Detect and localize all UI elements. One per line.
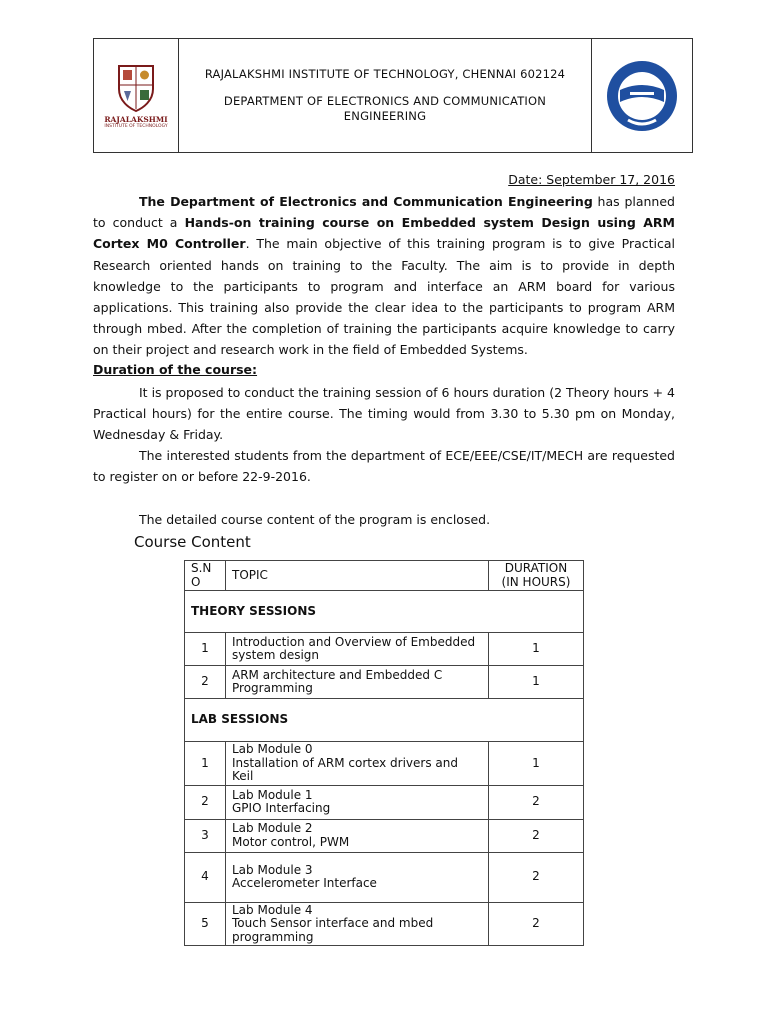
row-module: Lab Module 1 — [232, 787, 313, 802]
table-row — [185, 785, 584, 819]
row-duration: 1 — [489, 633, 584, 666]
row-module-topic: Accelerometer Interface — [232, 876, 377, 890]
tuv-nord-iso-9001-icon — [604, 58, 680, 134]
row-topic — [226, 852, 489, 902]
institute-logo-name: RAJALAKSHMI — [104, 114, 168, 124]
lab-section-label: LAB SESSIONS — [185, 699, 584, 742]
theory-section-label: THEORY SESSIONS — [185, 591, 584, 633]
row-duration: 2 — [489, 852, 584, 902]
letterhead — [93, 38, 693, 153]
header-sno: S.N O — [185, 561, 226, 591]
row-module: Lab Module 2 — [232, 821, 313, 835]
row-sno: 5 — [185, 902, 226, 946]
row-duration: 2 — [489, 902, 584, 946]
table-row — [185, 742, 584, 786]
institution-name: RAJALAKSHMI INSTITUTE OF TECHNOLOGY, CHENNAI 602124 — [204, 67, 566, 81]
institute-crest-icon — [115, 63, 157, 113]
duration-heading: Duration of the course: — [93, 362, 258, 377]
row-duration: 2 — [489, 785, 584, 819]
intro-text-1: has planned to conduct a — [93, 194, 675, 231]
row-module: Lab Module 0 — [232, 742, 313, 756]
intro-text-2: . The main objective of this training program is to give Practical Research oriented hands on training to the Faculty. The aim is to provide in depth knowledge to the participants to program and interface an ARM board for various applications. This training also provide the clear idea to the participants to program ARM through mbed. After the completion of training the participants acquire knowledge to carry on their project and research work in the field of Embedded Systems. — [93, 236, 676, 358]
row-sno: 1 — [185, 633, 226, 666]
row-sno: 3 — [185, 819, 226, 852]
department-phrase: The Department of Electronics and Communication Engineering — [139, 194, 593, 209]
table-header-row — [185, 561, 584, 591]
institute-logo-subtitle: INSTITUTE OF TECHNOLOGY — [104, 123, 168, 129]
row-duration: 1 — [489, 742, 584, 786]
table-row — [185, 633, 584, 666]
row-duration: 1 — [489, 666, 584, 699]
row-sno: 2 — [185, 785, 226, 819]
row-sno: 2 — [185, 666, 226, 699]
row-module: Lab Module 4 — [232, 902, 313, 917]
row-topic — [226, 902, 489, 946]
row-module-topic: Motor control, PWM — [232, 834, 350, 849]
duration-paragraph: It is proposed to conduct the training session of 6 hours duration (2 Theory hours + 4 Practical hours) for the entire course. The timing would from 3.30 to 5.30 pm on Monday, Wednesday & Friday. — [93, 385, 675, 443]
row-topic — [226, 819, 489, 852]
row-module: Lab Module 3 — [232, 862, 313, 877]
certification-logo — [591, 39, 692, 152]
row-module-topic: Installation of ARM cortex drivers and Keil — [232, 755, 458, 783]
letterhead-title — [179, 39, 591, 152]
row-topic — [226, 785, 489, 819]
row-topic — [226, 742, 489, 786]
department-name: DEPARTMENT OF ELECTRONICS AND COMMUNICATION ENGINEERING — [223, 94, 547, 123]
header-topic: TOPIC — [226, 561, 489, 591]
header-duration — [489, 561, 584, 591]
row-sno: 4 — [185, 852, 226, 902]
header-duration-unit: (IN HOURS) — [501, 574, 571, 589]
course-content-title: Course Content — [134, 533, 251, 551]
enclosed-note: The detailed course content of the program is enclosed. — [139, 512, 491, 527]
row-sno: 1 — [185, 742, 226, 786]
table-row — [185, 852, 584, 902]
table-row — [185, 902, 584, 946]
header-duration-label: DURATION — [504, 561, 568, 575]
course-name-phrase: Hands-on training course on Embedded system Design using ARM Cortex M0 Controller — [93, 215, 675, 252]
row-topic: ARM architecture and Embedded C Programming — [226, 666, 489, 699]
row-topic: Introduction and Overview of Embedded system design — [226, 633, 489, 666]
row-duration: 2 — [489, 819, 584, 852]
lab-section-row — [185, 699, 584, 742]
intro-paragraph — [93, 191, 675, 361]
row-module-topic: GPIO Interfacing — [232, 801, 331, 815]
table-row — [185, 819, 584, 852]
registration-paragraph: The interested students from the department of ECE/EEE/CSE/IT/MECH are requested to register on or before 22-9-2016. — [93, 448, 675, 485]
course-content-table — [184, 560, 584, 946]
document-date: Date: September 17, 2016 — [508, 172, 675, 187]
table-row — [185, 666, 584, 699]
theory-section-row — [185, 591, 584, 633]
row-module-topic: Touch Sensor interface and mbed programming — [232, 916, 434, 944]
institute-logo — [94, 39, 179, 152]
